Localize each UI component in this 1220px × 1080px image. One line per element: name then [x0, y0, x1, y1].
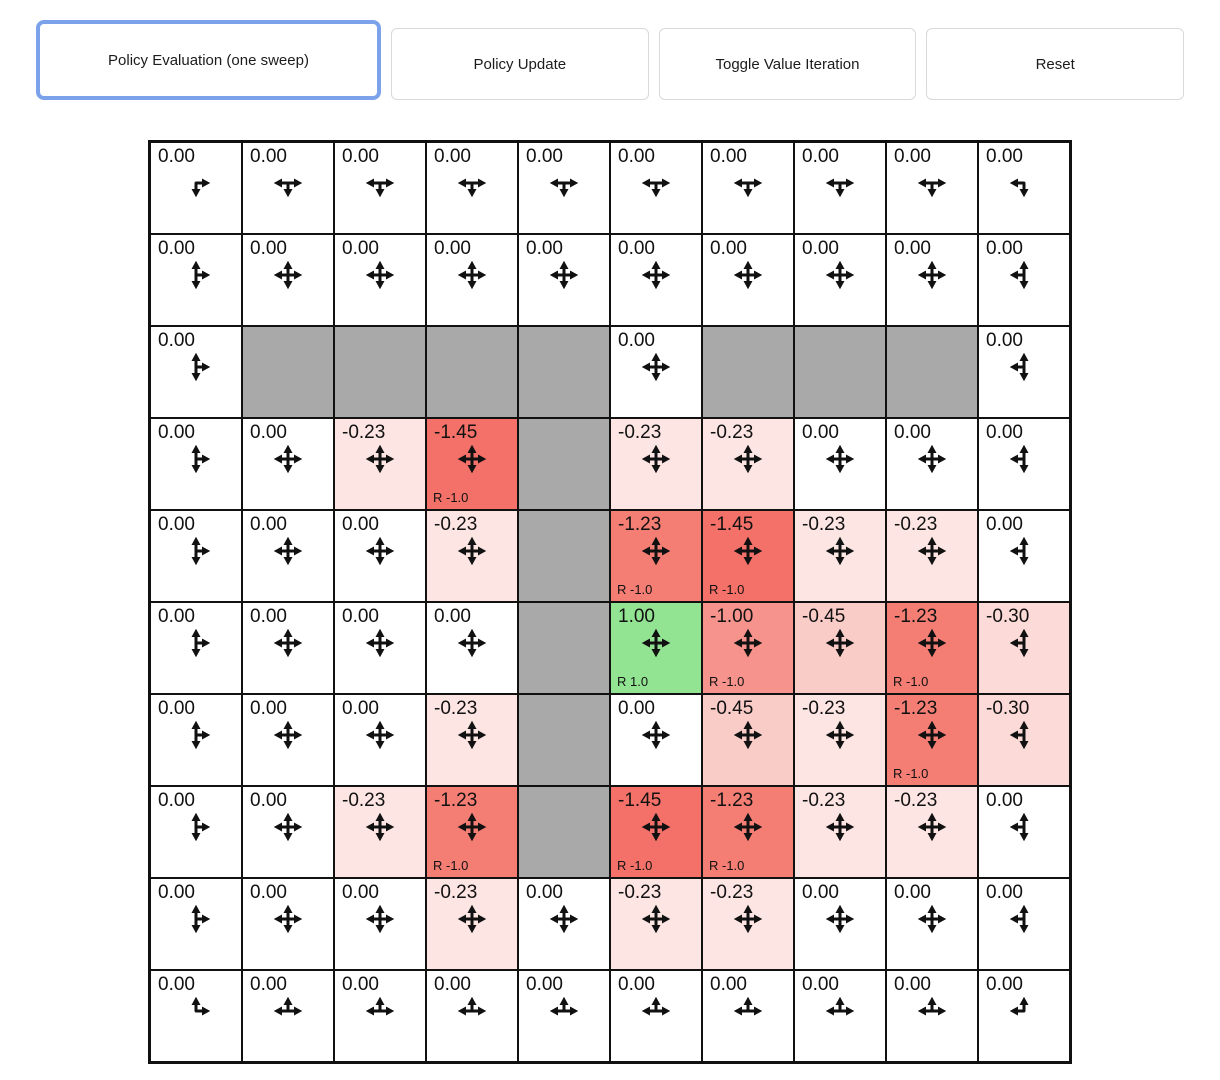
- grid-cell: [794, 878, 886, 970]
- policy-arrow-icon: [273, 168, 303, 198]
- policy-arrow-icon: [181, 996, 211, 1026]
- cell-value: -0.23: [618, 422, 662, 443]
- grid-cell: [426, 694, 518, 786]
- policy-arrow-icon: [733, 812, 763, 842]
- grid-cell: [334, 878, 426, 970]
- policy-arrow-icon: [365, 168, 395, 198]
- grid-cell: [334, 786, 426, 878]
- policy-arrow-icon: [641, 168, 671, 198]
- cell-value: -0.23: [434, 698, 478, 719]
- grid-cell: [794, 602, 886, 694]
- reward-label: R -1.0: [617, 582, 653, 597]
- grid-cell: [242, 142, 334, 234]
- cell-value: 0.00: [250, 514, 287, 535]
- policy-arrow-icon: [1009, 628, 1039, 658]
- policy-arrow-icon: [181, 904, 211, 934]
- wall-cell: [518, 326, 610, 418]
- policy-arrow-icon: [181, 536, 211, 566]
- policy-arrow-icon: [733, 168, 763, 198]
- cell-value: 0.00: [158, 974, 195, 995]
- policy-evaluation-button[interactable]: Policy Evaluation (one sweep): [36, 20, 381, 100]
- grid-cell: [794, 786, 886, 878]
- cell-value: -0.23: [710, 422, 754, 443]
- policy-arrow-icon: [825, 904, 855, 934]
- policy-arrow-icon: [917, 904, 947, 934]
- cell-value: 0.00: [618, 238, 655, 259]
- cell-value: -0.30: [986, 698, 1030, 719]
- cell-value: 0.00: [894, 422, 931, 443]
- policy-arrow-icon: [917, 812, 947, 842]
- cell-value: 0.00: [802, 146, 839, 167]
- policy-arrow-icon: [181, 628, 211, 658]
- cell-value: 0.00: [894, 238, 931, 259]
- cell-value: 0.00: [250, 882, 287, 903]
- cell-value: 0.00: [158, 790, 195, 811]
- grid-cell: [886, 234, 978, 326]
- cell-value: 0.00: [526, 974, 563, 995]
- grid-cell: [978, 878, 1070, 970]
- grid-cell: [978, 970, 1070, 1062]
- cell-value: 0.00: [250, 238, 287, 259]
- grid-cell: [794, 142, 886, 234]
- policy-arrow-icon: [1009, 720, 1039, 750]
- cell-value: 0.00: [710, 974, 747, 995]
- grid-cell: [978, 142, 1070, 234]
- cell-value: -1.23: [618, 514, 662, 535]
- policy-arrow-icon: [273, 260, 303, 290]
- wall-cell: [794, 326, 886, 418]
- grid-cell: [794, 694, 886, 786]
- wall-cell: [518, 602, 610, 694]
- grid-cell: [702, 970, 794, 1062]
- grid-cell: [518, 970, 610, 1062]
- grid-cell: [978, 418, 1070, 510]
- grid-cell: [426, 602, 518, 694]
- cell-value: -0.23: [342, 422, 386, 443]
- policy-arrow-icon: [825, 444, 855, 474]
- grid-cell: [702, 510, 794, 602]
- grid-cell: [334, 694, 426, 786]
- cell-value: 0.00: [158, 514, 195, 535]
- grid-cell: [610, 602, 702, 694]
- wall-cell: [518, 510, 610, 602]
- grid-cell: [610, 142, 702, 234]
- cell-value: 0.00: [618, 974, 655, 995]
- grid-cell: [242, 786, 334, 878]
- cell-value: 0.00: [618, 330, 655, 351]
- reset-button[interactable]: Reset: [926, 28, 1184, 100]
- policy-arrow-icon: [273, 628, 303, 658]
- cell-value: 0.00: [986, 790, 1023, 811]
- policy-arrow-icon: [457, 444, 487, 474]
- grid-cell: [334, 142, 426, 234]
- policy-arrow-icon: [457, 812, 487, 842]
- policy-arrow-icon: [365, 904, 395, 934]
- policy-arrow-icon: [365, 536, 395, 566]
- policy-arrow-icon: [917, 168, 947, 198]
- policy-arrow-icon: [273, 904, 303, 934]
- cell-value: -1.23: [710, 790, 754, 811]
- grid-cell: [150, 510, 242, 602]
- policy-arrow-icon: [365, 444, 395, 474]
- cell-value: -1.23: [434, 790, 478, 811]
- grid-cell: [518, 142, 610, 234]
- cell-value: 0.00: [250, 698, 287, 719]
- cell-value: -0.45: [710, 698, 754, 719]
- cell-value: 0.00: [894, 882, 931, 903]
- grid-cell: [426, 786, 518, 878]
- policy-arrow-icon: [549, 168, 579, 198]
- reward-label: R -1.0: [617, 858, 653, 873]
- grid-cell: [886, 878, 978, 970]
- policy-arrow-icon: [641, 996, 671, 1026]
- policy-arrow-icon: [549, 996, 579, 1026]
- cell-value: 0.00: [526, 146, 563, 167]
- cell-value: 1.00: [618, 606, 655, 627]
- cell-value: 0.00: [986, 146, 1023, 167]
- grid-cell: [702, 234, 794, 326]
- grid-cell: [886, 602, 978, 694]
- policy-arrow-icon: [641, 260, 671, 290]
- cell-value: 0.00: [986, 238, 1023, 259]
- policy-arrow-icon: [825, 260, 855, 290]
- grid-cell: [610, 234, 702, 326]
- grid-cell: [978, 694, 1070, 786]
- policy-arrow-icon: [365, 628, 395, 658]
- cell-value: 0.00: [618, 146, 655, 167]
- grid-cell: [150, 234, 242, 326]
- cell-value: 0.00: [802, 422, 839, 443]
- policy-arrow-icon: [641, 352, 671, 382]
- policy-arrow-icon: [273, 536, 303, 566]
- cell-value: -0.23: [802, 790, 846, 811]
- cell-value: 0.00: [526, 882, 563, 903]
- policy-arrow-icon: [825, 168, 855, 198]
- policy-arrow-icon: [917, 260, 947, 290]
- grid-cell: [610, 878, 702, 970]
- grid-cell: [518, 234, 610, 326]
- cell-value: -1.45: [434, 422, 478, 443]
- reward-label: R -1.0: [893, 766, 929, 781]
- reward-label: R -1.0: [709, 858, 745, 873]
- policy-arrow-icon: [1009, 444, 1039, 474]
- grid-cell: [702, 418, 794, 510]
- grid-cell: [426, 418, 518, 510]
- grid-cell: [242, 602, 334, 694]
- policy-arrow-icon: [365, 260, 395, 290]
- grid-cell: [610, 510, 702, 602]
- grid-cell: [150, 326, 242, 418]
- grid-cell: [150, 602, 242, 694]
- cell-value: -0.23: [894, 514, 938, 535]
- cell-value: -0.23: [434, 514, 478, 535]
- grid-cell: [334, 234, 426, 326]
- policy-arrow-icon: [181, 812, 211, 842]
- grid-cell: [426, 142, 518, 234]
- policy-arrow-icon: [733, 260, 763, 290]
- cell-value: 0.00: [158, 238, 195, 259]
- cell-value: 0.00: [894, 146, 931, 167]
- policy-arrow-icon: [457, 996, 487, 1026]
- cell-value: 0.00: [158, 606, 195, 627]
- cell-value: 0.00: [250, 422, 287, 443]
- policy-arrow-icon: [457, 168, 487, 198]
- policy-arrow-icon: [273, 996, 303, 1026]
- policy-arrow-icon: [1009, 536, 1039, 566]
- policy-arrow-icon: [549, 260, 579, 290]
- policy-arrow-icon: [641, 812, 671, 842]
- grid-cell: [978, 602, 1070, 694]
- grid-cell: [426, 510, 518, 602]
- cell-value: -1.45: [618, 790, 662, 811]
- grid-cell: [978, 326, 1070, 418]
- cell-value: 0.00: [342, 698, 379, 719]
- policy-arrow-icon: [1009, 812, 1039, 842]
- grid-cell: [886, 142, 978, 234]
- cell-value: -0.30: [986, 606, 1030, 627]
- grid-cell: [610, 326, 702, 418]
- grid-cell: [426, 878, 518, 970]
- policy-arrow-icon: [733, 904, 763, 934]
- policy-arrow-icon: [641, 628, 671, 658]
- cell-value: -1.45: [710, 514, 754, 535]
- policy-arrow-icon: [641, 444, 671, 474]
- grid-cell: [150, 694, 242, 786]
- reward-label: R -1.0: [893, 674, 929, 689]
- policy-arrow-icon: [181, 352, 211, 382]
- cell-value: 0.00: [158, 330, 195, 351]
- grid-cell: [242, 418, 334, 510]
- policy-arrow-icon: [641, 720, 671, 750]
- policy-arrow-icon: [181, 720, 211, 750]
- grid-cell: [426, 234, 518, 326]
- cell-value: -0.23: [802, 698, 846, 719]
- grid-cell: [978, 786, 1070, 878]
- grid-cell: [242, 878, 334, 970]
- cell-value: 0.00: [342, 606, 379, 627]
- policy-arrow-icon: [457, 720, 487, 750]
- grid-cell: [886, 694, 978, 786]
- policy-arrow-icon: [181, 260, 211, 290]
- grid-cell: [886, 418, 978, 510]
- cell-value: 0.00: [986, 330, 1023, 351]
- cell-value: 0.00: [250, 146, 287, 167]
- cell-value: -0.23: [802, 514, 846, 535]
- policy-arrow-icon: [365, 996, 395, 1026]
- grid-cell: [150, 142, 242, 234]
- policy-arrow-icon: [917, 628, 947, 658]
- policy-arrow-icon: [1009, 904, 1039, 934]
- cell-value: -1.23: [894, 698, 938, 719]
- cell-value: -0.23: [710, 882, 754, 903]
- grid-cell: [150, 878, 242, 970]
- grid-cell: [150, 786, 242, 878]
- grid-cell: [610, 970, 702, 1062]
- cell-value: 0.00: [158, 698, 195, 719]
- policy-arrow-icon: [549, 904, 579, 934]
- policy-arrow-icon: [733, 444, 763, 474]
- cell-value: -0.23: [434, 882, 478, 903]
- reward-label: R 1.0: [617, 674, 649, 689]
- cell-value: 0.00: [526, 238, 563, 259]
- grid-cell: [702, 602, 794, 694]
- policy-arrow-icon: [825, 628, 855, 658]
- grid-cell: [610, 694, 702, 786]
- policy-arrow-icon: [457, 260, 487, 290]
- toolbar: [0, 0, 1220, 100]
- grid-cell: [886, 970, 978, 1062]
- grid-cell: [702, 142, 794, 234]
- policy-arrow-icon: [181, 168, 211, 198]
- policy-arrow-icon: [273, 812, 303, 842]
- grid-cell: [702, 694, 794, 786]
- wall-cell: [518, 694, 610, 786]
- grid-cell: [794, 510, 886, 602]
- policy-arrow-icon: [917, 996, 947, 1026]
- grid-cell: [794, 970, 886, 1062]
- wall-cell: [518, 786, 610, 878]
- policy-arrow-icon: [641, 536, 671, 566]
- policy-arrow-icon: [641, 904, 671, 934]
- cell-value: 0.00: [986, 422, 1023, 443]
- cell-value: 0.00: [158, 422, 195, 443]
- grid-cell: [334, 602, 426, 694]
- cell-value: -0.23: [894, 790, 938, 811]
- policy-arrow-icon: [917, 536, 947, 566]
- wall-cell: [702, 326, 794, 418]
- policy-arrow-icon: [825, 720, 855, 750]
- cell-value: 0.00: [986, 974, 1023, 995]
- cell-value: -1.23: [894, 606, 938, 627]
- policy-arrow-icon: [457, 536, 487, 566]
- cell-value: 0.00: [434, 974, 471, 995]
- grid-cell: [334, 970, 426, 1062]
- wall-cell: [334, 326, 426, 418]
- gridworld: [148, 140, 1072, 1064]
- cell-value: 0.00: [158, 882, 195, 903]
- cell-value: 0.00: [434, 238, 471, 259]
- grid-cell: [978, 234, 1070, 326]
- policy-arrow-icon: [733, 536, 763, 566]
- cell-value: -1.00: [710, 606, 754, 627]
- cell-value: -0.23: [342, 790, 386, 811]
- policy-update-button[interactable]: Policy Update: [391, 28, 649, 100]
- grid-cell: [610, 786, 702, 878]
- cell-value: -0.23: [618, 882, 662, 903]
- grid-cell: [794, 418, 886, 510]
- policy-arrow-icon: [365, 720, 395, 750]
- policy-arrow-icon: [365, 812, 395, 842]
- grid-cell: [334, 418, 426, 510]
- policy-arrow-icon: [825, 996, 855, 1026]
- policy-arrow-icon: [733, 628, 763, 658]
- cell-value: 0.00: [434, 146, 471, 167]
- reward-label: R -1.0: [433, 858, 469, 873]
- cell-value: 0.00: [802, 974, 839, 995]
- grid-cell: [886, 786, 978, 878]
- policy-arrow-icon: [733, 996, 763, 1026]
- policy-arrow-icon: [733, 720, 763, 750]
- reward-label: R -1.0: [433, 490, 469, 505]
- grid-cell: [334, 510, 426, 602]
- wall-cell: [242, 326, 334, 418]
- policy-arrow-icon: [1009, 260, 1039, 290]
- grid-cell: [518, 878, 610, 970]
- cell-value: -0.45: [802, 606, 846, 627]
- grid-cell: [702, 786, 794, 878]
- toggle-value-iteration-button[interactable]: Toggle Value Iteration: [659, 28, 917, 100]
- policy-arrow-icon: [181, 444, 211, 474]
- grid-cell: [978, 510, 1070, 602]
- reward-label: R -1.0: [709, 582, 745, 597]
- policy-arrow-icon: [457, 904, 487, 934]
- cell-value: 0.00: [618, 698, 655, 719]
- cell-value: 0.00: [802, 238, 839, 259]
- cell-value: 0.00: [710, 238, 747, 259]
- grid-cell: [886, 510, 978, 602]
- policy-arrow-icon: [457, 628, 487, 658]
- cell-value: 0.00: [342, 882, 379, 903]
- cell-value: 0.00: [158, 146, 195, 167]
- policy-arrow-icon: [825, 536, 855, 566]
- cell-value: 0.00: [894, 974, 931, 995]
- cell-value: 0.00: [250, 974, 287, 995]
- cell-value: 0.00: [250, 606, 287, 627]
- policy-arrow-icon: [1009, 996, 1039, 1026]
- cell-value: 0.00: [434, 606, 471, 627]
- reward-label: R -1.0: [709, 674, 745, 689]
- policy-arrow-icon: [917, 720, 947, 750]
- grid-cell: [150, 970, 242, 1062]
- grid-cell: [426, 970, 518, 1062]
- cell-value: 0.00: [342, 238, 379, 259]
- policy-arrow-icon: [273, 720, 303, 750]
- wall-cell: [518, 418, 610, 510]
- policy-arrow-icon: [825, 812, 855, 842]
- grid-cell: [242, 234, 334, 326]
- cell-value: 0.00: [710, 146, 747, 167]
- grid-cell: [610, 418, 702, 510]
- policy-arrow-icon: [917, 444, 947, 474]
- cell-value: 0.00: [342, 146, 379, 167]
- grid-cell: [794, 234, 886, 326]
- cell-value: 0.00: [342, 974, 379, 995]
- wall-cell: [886, 326, 978, 418]
- grid-cell: [150, 418, 242, 510]
- wall-cell: [426, 326, 518, 418]
- cell-value: 0.00: [250, 790, 287, 811]
- policy-arrow-icon: [273, 444, 303, 474]
- cell-value: 0.00: [802, 882, 839, 903]
- grid-cell: [242, 694, 334, 786]
- cell-value: 0.00: [986, 882, 1023, 903]
- grid-cell: [702, 878, 794, 970]
- cell-value: 0.00: [342, 514, 379, 535]
- policy-arrow-icon: [1009, 352, 1039, 382]
- grid-cell: [242, 970, 334, 1062]
- policy-arrow-icon: [1009, 168, 1039, 198]
- grid-cell: [242, 510, 334, 602]
- cell-value: 0.00: [986, 514, 1023, 535]
